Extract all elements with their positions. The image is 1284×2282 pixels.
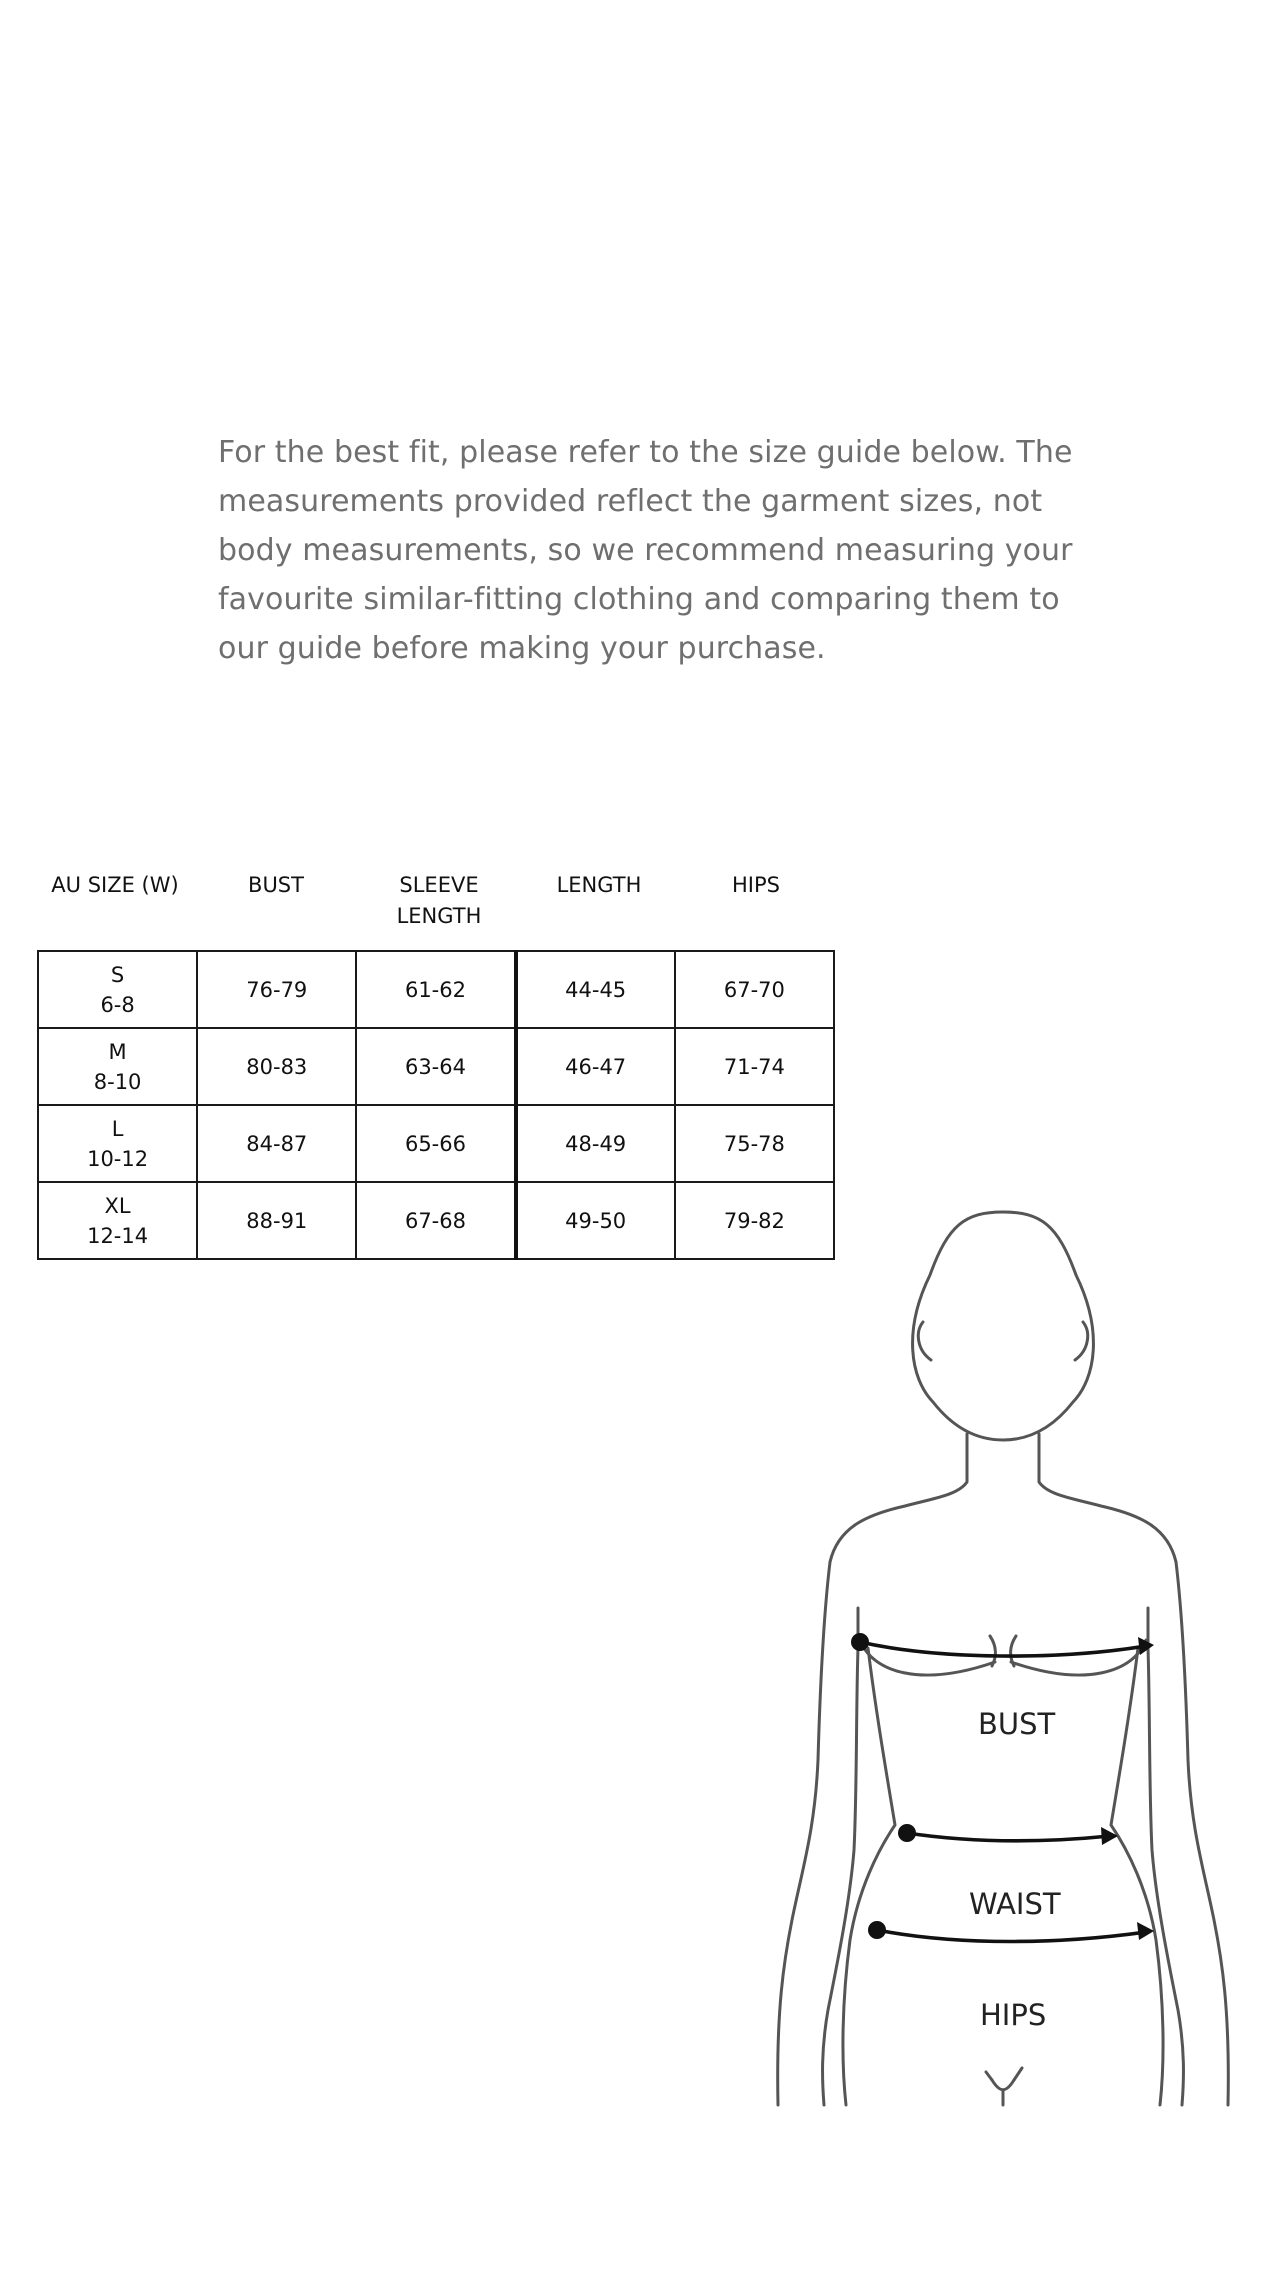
hips-label: HIPS — [980, 1998, 1047, 2032]
size-cell: XL 12-14 — [38, 1182, 197, 1259]
header-bust: BUST — [248, 873, 304, 897]
cleavage-left — [990, 1636, 996, 1666]
bust-cell: 88-91 — [197, 1182, 356, 1259]
left-shoulder — [830, 1434, 967, 1562]
right-arm-inner — [1148, 1648, 1183, 2105]
size-table — [37, 950, 835, 1260]
length-cell: 48-49 — [516, 1105, 675, 1182]
bust-label: BUST — [978, 1707, 1056, 1741]
table-row — [38, 1182, 834, 1259]
size-cell: S 6-8 — [38, 951, 197, 1028]
waist-label: WAIST — [969, 1887, 1061, 1921]
hips-cell: 79-82 — [675, 1182, 834, 1259]
left-arm-outer — [778, 1562, 830, 2105]
left-ear — [918, 1322, 931, 1360]
bust-measure-line — [860, 1642, 1146, 1656]
groin-mark-left — [986, 2072, 992, 2080]
bust-cell: 84-87 — [197, 1105, 356, 1182]
waist-measure-line — [907, 1833, 1110, 1841]
table-row — [38, 951, 834, 1028]
sleeve-length-cell: 63-64 — [356, 1028, 515, 1105]
head-outline — [913, 1212, 1094, 1440]
sleeve-length-cell: 67-68 — [356, 1182, 515, 1259]
header-hips: HIPS — [732, 873, 780, 897]
right-arm-outer — [1176, 1562, 1228, 2105]
body-outline-illustration — [760, 1200, 1260, 2120]
hips-arrowhead — [1137, 1922, 1154, 1940]
header-au-size: AU SIZE (W) — [51, 873, 179, 897]
cleavage-right — [1011, 1636, 1017, 1666]
bust-cell: 76-79 — [197, 951, 356, 1028]
table-row — [38, 1105, 834, 1182]
hips-cell: 67-70 — [675, 951, 834, 1028]
length-cell: 46-47 — [516, 1028, 675, 1105]
waist-start-dot — [898, 1824, 916, 1842]
hips-start-dot — [868, 1921, 886, 1939]
right-ear — [1075, 1322, 1088, 1360]
sleeve-length-cell: 61-62 — [356, 951, 515, 1028]
hips-measure-line — [877, 1930, 1146, 1942]
bust-cell: 80-83 — [197, 1028, 356, 1105]
size-cell: L 10-12 — [38, 1105, 197, 1182]
length-cell: 44-45 — [516, 951, 675, 1028]
hips-cell: 71-74 — [675, 1028, 834, 1105]
body-measurement-figure — [760, 1200, 1260, 2120]
sleeve-length-cell: 65-66 — [356, 1105, 515, 1182]
left-arm-inner — [823, 1648, 858, 2105]
size-guide-intro: For the best fit, please refer to the size guide below. The measurements provided reflect the garment sizes, not body measurements, so we recommend measuring your favourite similar-fitting clothing and comparing them to our guide before making your purchase. — [218, 435, 1073, 666]
hips-cell: 75-78 — [675, 1105, 834, 1182]
length-cell: 49-50 — [516, 1182, 675, 1259]
header-length: LENGTH — [556, 873, 642, 897]
table-row — [38, 1028, 834, 1105]
right-shoulder — [1039, 1434, 1176, 1562]
size-cell: M 8-10 — [38, 1028, 197, 1105]
groin-mark-right — [1014, 2068, 1022, 2080]
groin-mark — [992, 2080, 1014, 2090]
bust-start-dot — [851, 1633, 869, 1651]
header-sleeve-length: SLEEVE LENGTH — [396, 873, 482, 928]
